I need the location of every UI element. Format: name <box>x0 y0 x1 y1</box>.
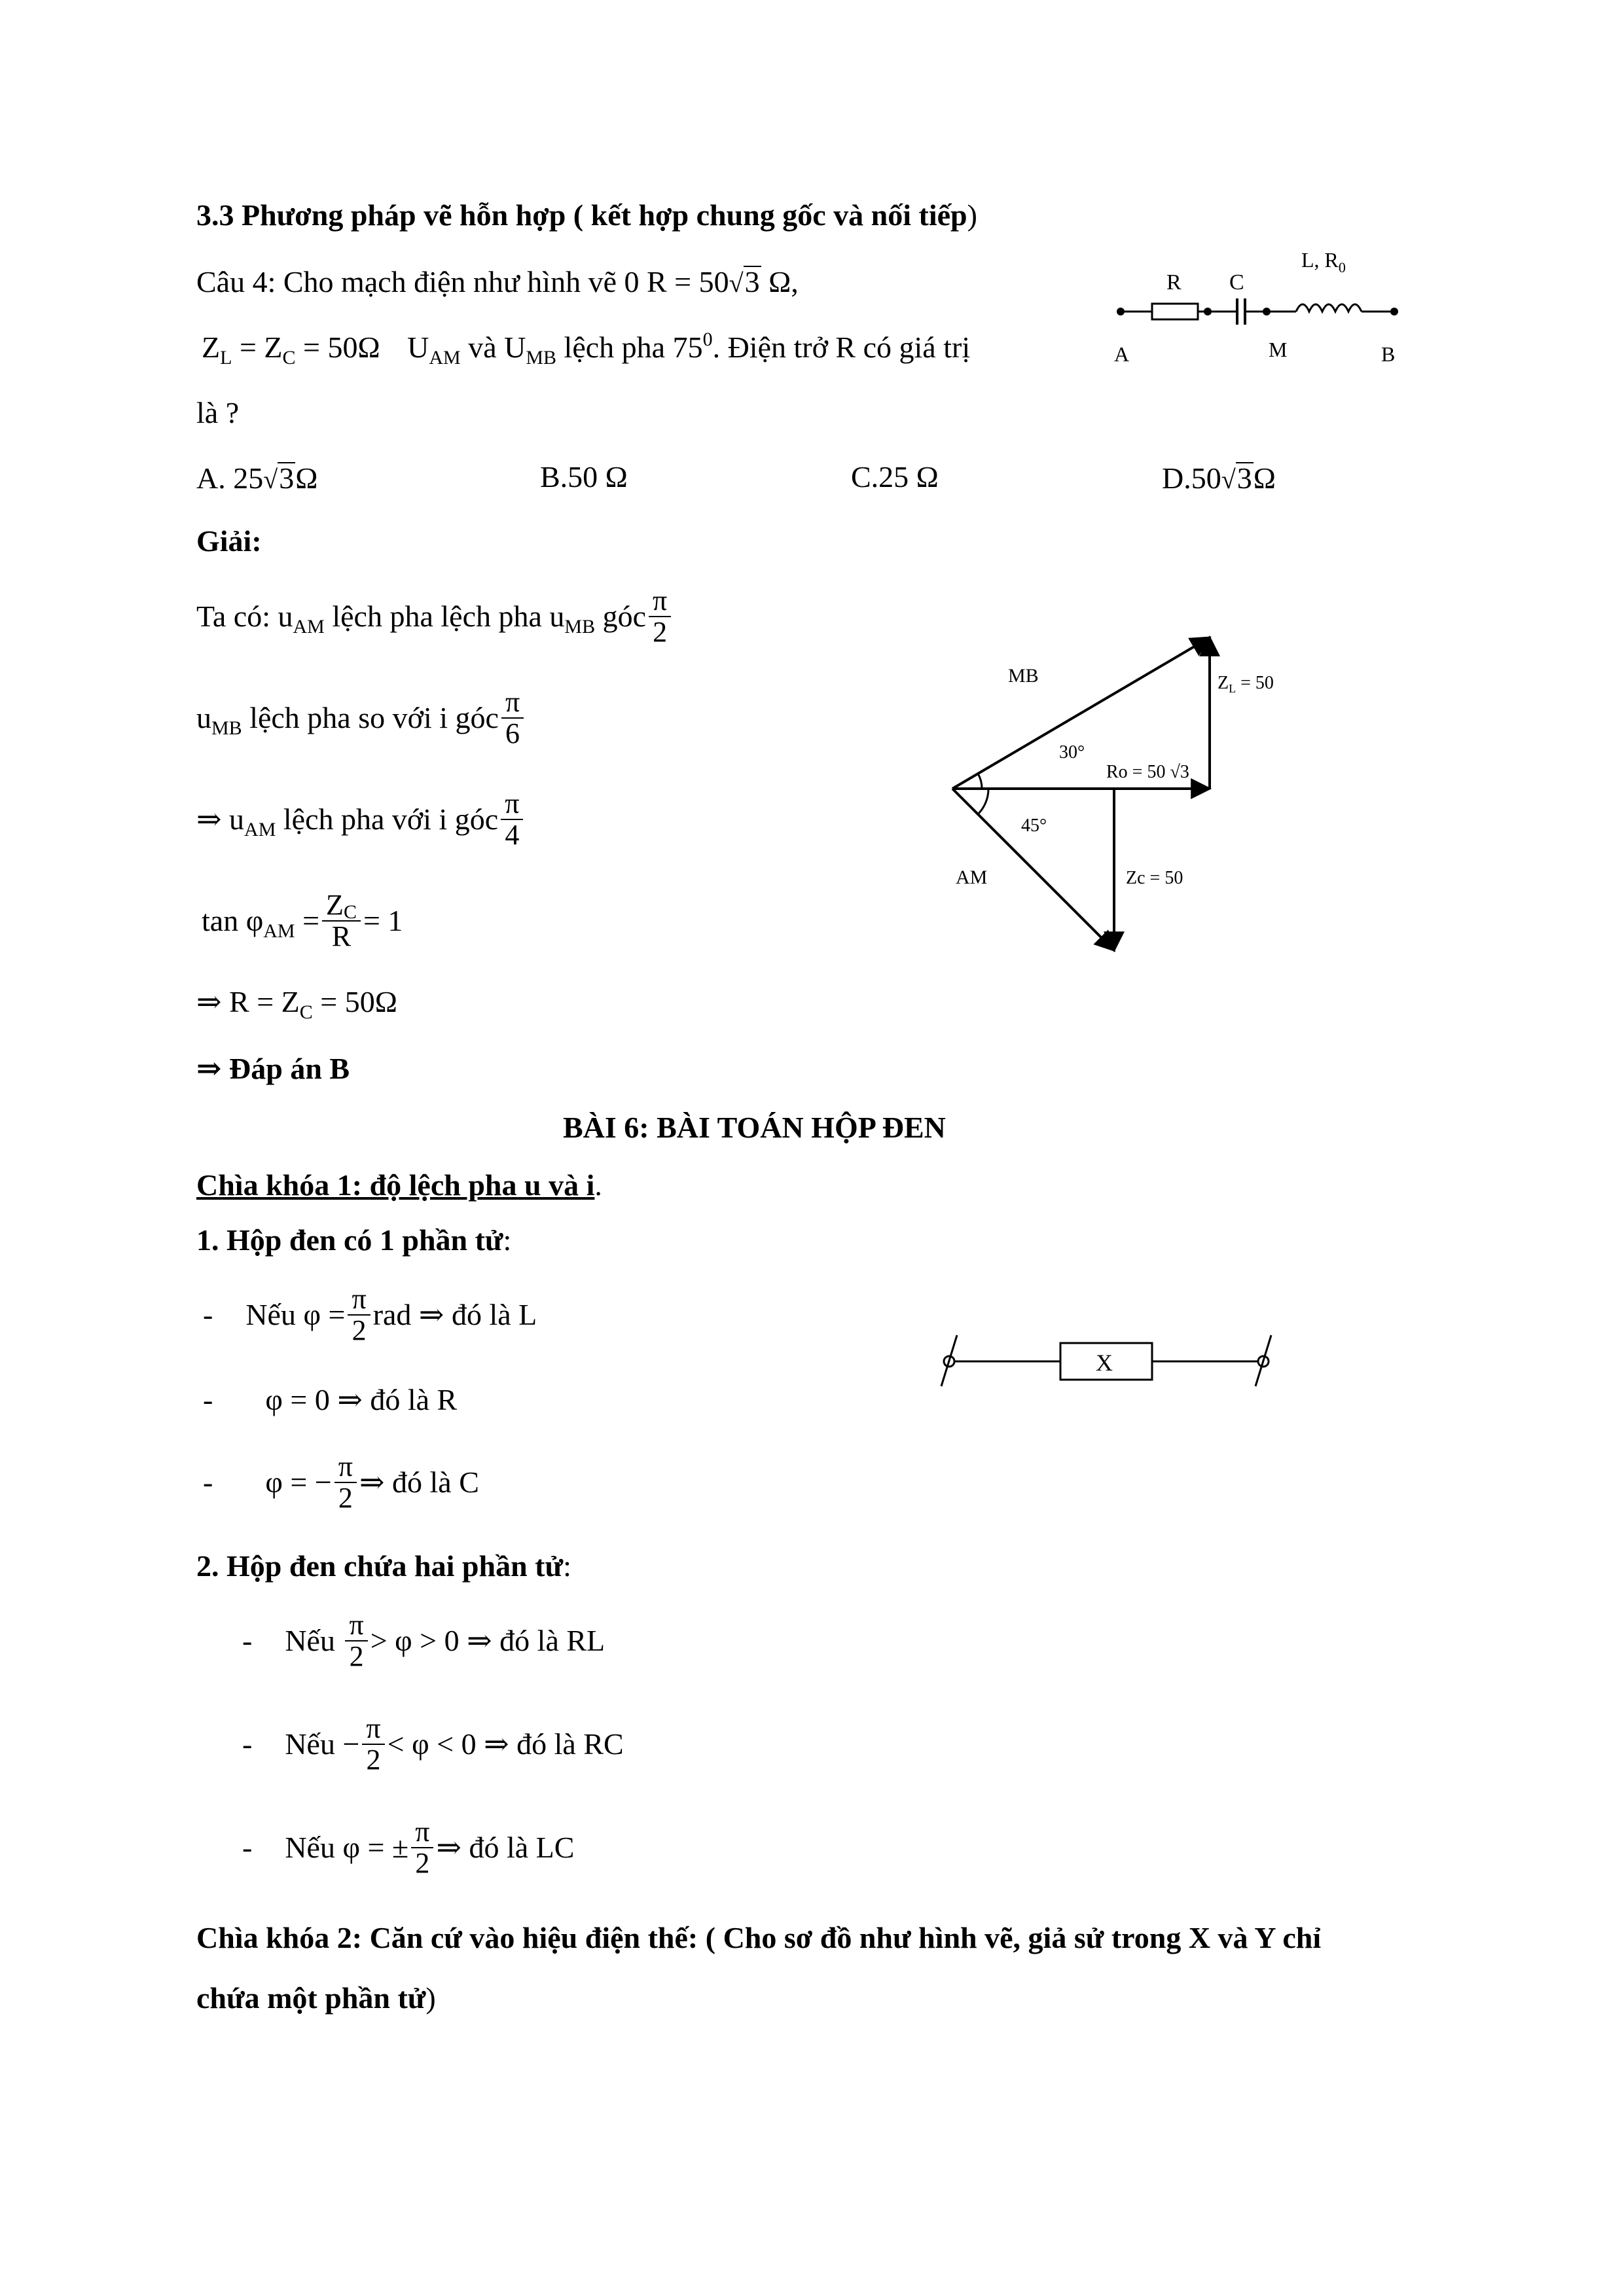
heading-2: 2. Hộp đen chứa hai phần tử: <box>196 1549 571 1583</box>
angle-arc-30 <box>978 774 982 789</box>
question-line-1: Câu 4: Cho mạch điện như hình vẽ 0 R = 50√3 Ω, <box>196 265 799 298</box>
fraction-pi-2-d: $\frac{\pi}{2}$ <box>362 1713 384 1775</box>
question-sqrt: 3 <box>744 265 760 298</box>
z-sub-l: L <box>220 347 232 368</box>
fraction-pi-4: $\frac{\pi}{4}$ <box>501 789 523 850</box>
phasor-diagram <box>929 615 1335 956</box>
question-unit: Ω, <box>761 265 799 298</box>
inductor-icon <box>1296 304 1362 312</box>
circuit-node-a <box>1117 308 1125 315</box>
option-c <box>851 462 939 492</box>
section-heading <box>196 200 977 230</box>
circuit-label-l: L, $R_0$ <box>1301 248 1346 276</box>
option-a-unit: Ω <box>295 461 318 495</box>
option-d: D.50√3Ω <box>1162 461 1276 495</box>
key1-text: Chìa khóa 1: độ lệch pha u và i <box>196 1168 595 1202</box>
circuit-node-r <box>1204 308 1212 315</box>
key1: Chìa khóa 1: độ lệch pha u và i. <box>196 1168 602 1202</box>
key2-line-1: Chìa khóa 2: Căn cứ vào hiệu điện thế: ( Cho sơ đồ như hình vẽ, giả sử trong X và Y chỉ <box>196 1921 1322 1954</box>
solution-line-2: $u_{MB}$ lệch pha so với i góc $\frac{\pi}{6}$ <box>196 687 526 749</box>
circuit-label-a: A <box>1114 342 1130 366</box>
option-b-label: B.50 Ω <box>540 460 628 493</box>
option-d-unit: Ω <box>1253 461 1276 495</box>
label-angle-45: 45° <box>1021 816 1047 836</box>
option-c-label: C.25 Ω <box>851 460 939 493</box>
u-phase: lệch pha 75 <box>556 331 703 364</box>
u-am-sub: AM <box>429 347 461 368</box>
option-d-label: D.50 <box>1162 461 1221 495</box>
circuit-node-m <box>1263 308 1271 315</box>
section-heading-text: 3.3 Phương pháp vẽ hỗn hợp ( kết hợp chung gốc và nối tiếp <box>196 198 967 232</box>
heading-2-text: 2. Hộp đen chứa hai phần tử <box>196 1549 564 1583</box>
resistor-icon <box>1152 304 1198 319</box>
question-line-3: là ? <box>196 396 240 429</box>
case-2-lc: - Nếu φ = ± $\frac{\pi}{2}$ ⇒ đó là LC <box>242 1816 575 1880</box>
label-am: AM <box>956 867 988 888</box>
option-a-label: A. 25 <box>196 461 264 495</box>
u-rest: . Điện trở R có giá trị <box>712 331 971 364</box>
circuit-label-c: C <box>1229 270 1244 295</box>
heading-1-text: 1. Hộp đen có 1 phần tử <box>196 1223 503 1257</box>
case-1-r: - φ = 0 ⇒ đó là R <box>203 1383 458 1416</box>
box-label-x: X <box>1096 1350 1113 1376</box>
answer-line: ⇒ Đáp án B <box>196 1052 350 1085</box>
case-1-c: - φ = − $\frac{\pi}{2}$ ⇒ đó là C <box>203 1450 479 1515</box>
fraction-pi-2-b: $\frac{\pi}{2}$ <box>334 1452 357 1513</box>
label-zl: $Z_L = 50$ <box>1218 673 1274 695</box>
bai6-title: BÀI 6: BÀI TOÁN HỘP ĐEN <box>563 1111 946 1144</box>
case-1-l: - Nếu φ = $\frac{\pi}{2}$ rad ⇒ đó là L <box>203 1283 537 1347</box>
circuit-label-m: M <box>1269 338 1288 361</box>
fraction-pi-2-c: $\frac{\pi}{2}$ <box>345 1610 367 1672</box>
tan-formula: $\tan \varphi_{AM}$ = $\frac{ZC}{R}$ = 1 <box>202 889 403 953</box>
question-text: Câu 4: Cho mạch điện như hình vẽ 0 R = 50 <box>196 265 729 298</box>
circuit-label-b: B <box>1381 342 1396 366</box>
z-symbol: Z <box>202 331 221 364</box>
label-angle-30: 30° <box>1059 742 1085 762</box>
label-mb: MB <box>1008 665 1039 687</box>
u-am: U <box>407 331 429 364</box>
label-ro: Ro = 50 √3 <box>1106 762 1189 782</box>
black-box-diagram <box>929 1322 1283 1401</box>
solution-line-3: ⇒ $u_{AM}$ lệch pha với i góc $\frac{\pi}{4}$ <box>196 789 526 850</box>
question-line-2 <box>202 329 971 368</box>
circuit-node-b <box>1390 308 1398 315</box>
circuit-diagram <box>1106 242 1434 373</box>
key2-line-2-text: chứa một phần tử <box>196 1981 426 2015</box>
heading-1: 1. Hộp đen có 1 phần tử: <box>196 1223 512 1257</box>
r-result: ⇒ $R = Z_C = 50\Omega$ <box>196 985 397 1023</box>
key2-line-2: chứa một phần tử) <box>196 1981 436 2015</box>
u-and: và U <box>460 331 526 364</box>
label-zc: Zc = 50 <box>1126 868 1183 888</box>
u-mb-sub: MB <box>526 347 557 368</box>
case-2-rc: - Nếu − $\frac{\pi}{2}$ < φ < 0 ⇒ đó là RC <box>242 1712 624 1776</box>
z-value: = 50Ω <box>295 331 380 364</box>
option-d-sqrt: 3 <box>1236 461 1252 495</box>
fraction-pi-2-e: $\frac{\pi}{2}$ <box>411 1817 433 1878</box>
case-2-rl: - Nếu $\frac{\pi}{2}$ > φ > 0 ⇒ đó là RL <box>242 1609 605 1673</box>
fraction-pi-2: $\frac{\pi}{2}$ <box>649 586 671 647</box>
section-heading-paren: ) <box>967 198 977 232</box>
z-sub-c: C <box>282 347 296 368</box>
solution-title: Giải: <box>196 524 262 558</box>
fraction-pi-6: $\frac{\pi}{6}$ <box>501 687 524 749</box>
fraction-zc-r: $\frac{ZC}{R}$ <box>322 890 361 952</box>
circuit-label-r: R <box>1166 270 1182 295</box>
option-b <box>540 462 628 492</box>
fraction-pi-2-a: $\frac{\pi}{2}$ <box>348 1284 370 1346</box>
option-a: A. 25√3Ω <box>196 461 318 495</box>
z-mid: = Z <box>232 331 283 364</box>
solution-line-1: Ta có: $u_{AM}$ lệch pha lệch pha $u_{MB}$ góc $\frac{\pi}{2}$ <box>196 586 674 658</box>
angle-arc-45 <box>978 789 988 814</box>
option-a-sqrt: 3 <box>279 461 295 495</box>
u-sup: 0 <box>702 329 713 350</box>
